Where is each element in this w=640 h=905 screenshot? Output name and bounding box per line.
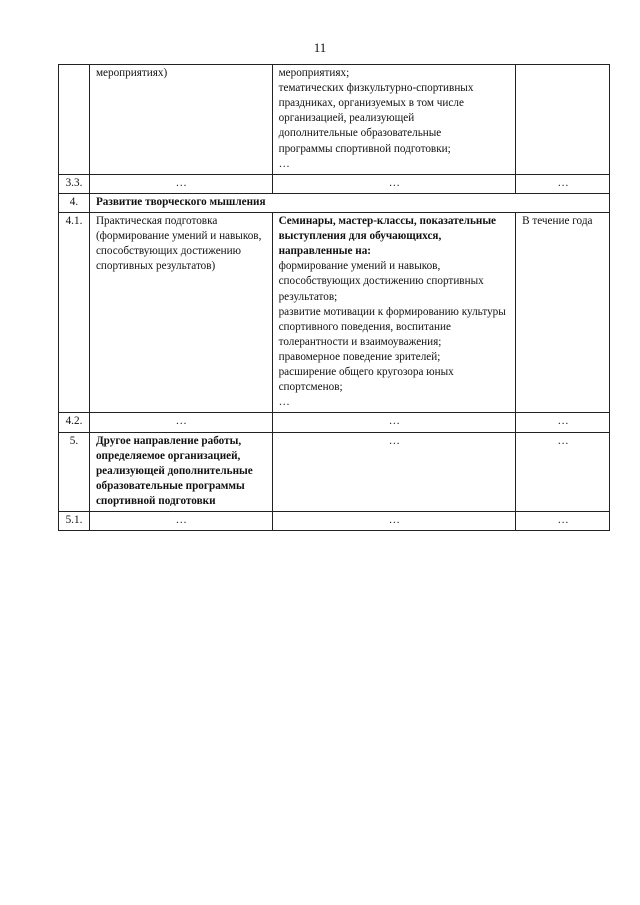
cell-num	[59, 65, 90, 175]
cell-num: 5.1.	[59, 512, 90, 531]
section-row-4	[59, 193, 610, 212]
cell-content: …	[272, 432, 516, 512]
section-title: Развитие творческого мышления	[89, 193, 609, 212]
cell-activity: мероприятиях)	[89, 65, 272, 175]
cell-content	[272, 65, 516, 175]
cell-content: …	[272, 413, 516, 432]
content-line: развитие мотивации к формированию культуры спортивного поведения, воспитание толерантности и взаимоуважения;	[278, 305, 506, 348]
cell-num: 4.1.	[59, 212, 90, 412]
cell-activity: …	[89, 413, 272, 432]
page-number: 11	[313, 40, 327, 55]
cell-activity: …	[89, 174, 272, 193]
cell-activity: Практическая подготовка (формирование умений и навыков, способствующих достижению спортивных результатов)	[89, 212, 272, 412]
cell-time: …	[516, 432, 610, 512]
content-line: программы спортивной подготовки;	[278, 142, 451, 155]
cell-num: 5.	[59, 432, 90, 512]
content-line: мероприятиях;	[278, 67, 350, 79]
cell-time: …	[516, 512, 610, 531]
cell-content: …	[272, 174, 516, 193]
content-line: формирование умений и навыков, способствующих достижению спортивных результатов;	[278, 260, 484, 303]
section-title: Другое направление работы, определяемое организацией, реализующей дополнительные образовательные программы спортивной подготовки	[89, 432, 272, 512]
cell-activity: …	[89, 512, 272, 531]
content-line: …	[278, 396, 290, 409]
content-heading: Семинары, мастер-классы, показательные выступления для обучающихся, направленные на:	[278, 214, 497, 258]
table-row-4-2	[59, 413, 610, 432]
cell-num: 3.3.	[59, 174, 90, 193]
content-line: тематических физкультурно-спортивных	[278, 82, 474, 95]
table-row-5-1	[59, 512, 610, 531]
content-line: организацией, реализующей	[278, 112, 415, 125]
cell-num: 4.	[59, 193, 90, 212]
cell-content	[272, 212, 516, 412]
content-line: дополнительные образовательные	[278, 127, 442, 140]
cell-time: …	[516, 174, 610, 193]
cell-time: В течение года	[516, 212, 610, 412]
cell-time: …	[516, 413, 610, 432]
table-row-3-3	[59, 174, 610, 193]
table-row-4-1	[59, 212, 610, 412]
content-line: расширение общего кругозора юных спортсменов;	[278, 366, 454, 394]
content-line: …	[278, 157, 290, 170]
section-row-5	[59, 432, 610, 512]
cell-num: 4.2.	[59, 413, 90, 432]
content-line: правомерное поведение зрителей;	[278, 350, 441, 363]
table-row-continuation	[59, 65, 610, 175]
plan-table	[58, 64, 610, 531]
cell-content: …	[272, 512, 516, 531]
cell-time	[516, 65, 610, 175]
content-line: праздниках, организуемых в том числе	[278, 97, 464, 110]
